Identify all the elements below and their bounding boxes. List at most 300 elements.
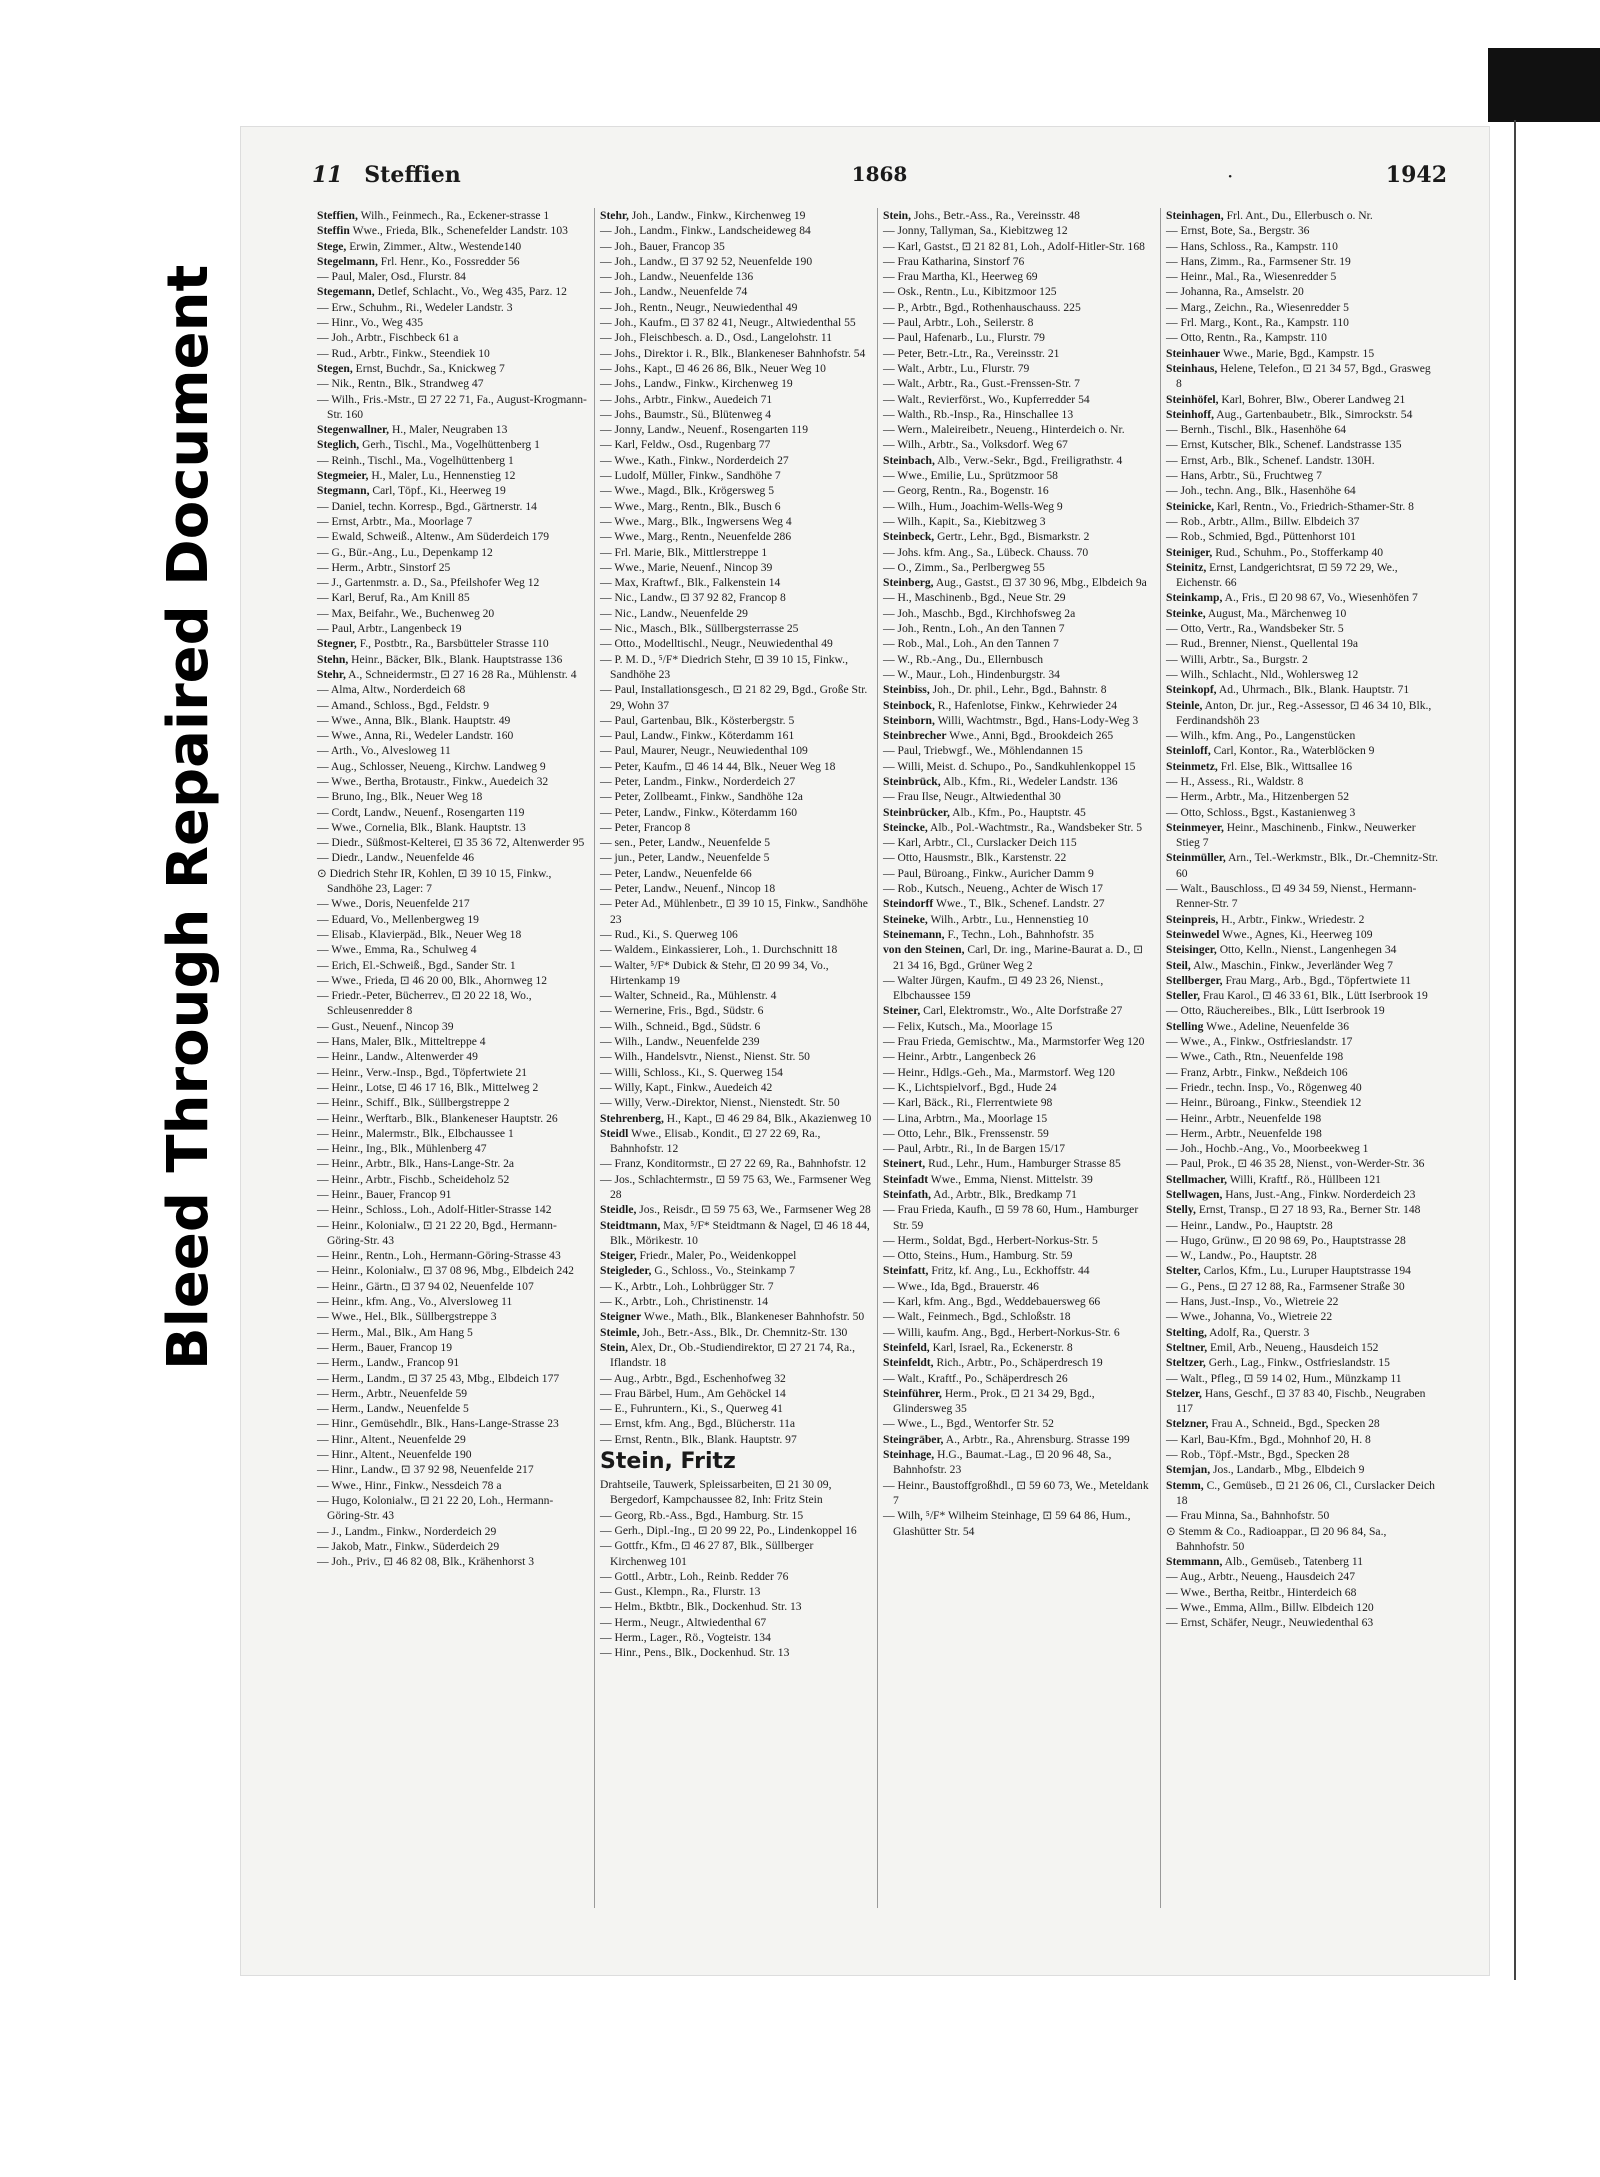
entry-details: — Willi, Meist. d. Schupo., Po., Sandkuhlenkoppel 15	[883, 759, 1136, 773]
entry-details: Aug., Gastst., ⊡ 37 30 96, Mbg., Elbdeich 9a	[935, 576, 1147, 590]
entry-details: — Johanna, Ra., Amselstr. 20	[1166, 285, 1304, 299]
entry-details: — Heinr., Gärtn., ⊡ 37 94 02, Neuenfelde 107	[317, 1279, 534, 1293]
directory-entry	[1166, 698, 1439, 729]
entry-details: — Heinr., Verw.-Insp., Bgd., Töpfertwiete 21	[317, 1065, 528, 1079]
directory-entry	[1166, 912, 1439, 927]
entry-details: — Peter, Landw., Neuenf., Nincop 18	[600, 882, 776, 896]
directory-entry	[317, 1447, 589, 1462]
entry-details: — Rob., Mal., Loh., An den Tannen 7	[883, 637, 1059, 651]
directory-entry	[317, 1325, 589, 1340]
entry-surname: Steinhauer	[1166, 346, 1221, 360]
entry-details: — O., Zimm., Sa., Perlbergweg 55	[883, 560, 1045, 574]
entry-surname: Stegelmann,	[317, 254, 378, 268]
directory-entry	[600, 575, 872, 590]
entry-details: H., Kapt., ⊡ 46 29 84, Blk., Akazienweg 10	[666, 1111, 872, 1125]
directory-entry	[317, 1416, 589, 1431]
entry-details: Rud., Lehr., Hum., Hamburger Strasse 85	[928, 1157, 1121, 1171]
directory-entry	[600, 361, 872, 376]
directory-entry	[1166, 1615, 1439, 1630]
directory-entry	[600, 896, 872, 927]
directory-entry	[317, 652, 589, 667]
entry-details: — Wwe., Emma, Allm., Billw. Elbdeich 120	[1166, 1601, 1374, 1615]
directory-entry	[600, 621, 872, 636]
directory-entry	[317, 1172, 589, 1187]
entry-details: Fritz, kf. Ang., Lu., Eckhoffstr. 44	[931, 1264, 1090, 1278]
directory-entry	[317, 1401, 589, 1416]
directory-entry	[600, 682, 872, 713]
entry-details: — Marg., Zeichn., Ra., Wiesenredder 5	[1166, 300, 1349, 314]
directory-entry	[600, 1340, 872, 1371]
directory-entry	[317, 483, 589, 498]
entry-details: — Franz, Konditormstr., ⊡ 27 22 69, Ra., Bahnhofstr. 12	[600, 1157, 867, 1171]
entry-surname: Stelting,	[1166, 1325, 1207, 1339]
entry-surname: Steinfath,	[883, 1188, 931, 1201]
directory-entry	[317, 774, 589, 789]
directory-entry	[600, 1538, 872, 1569]
entry-details: Erwin, Zimmer., Altw., Westende140	[349, 239, 522, 253]
directory-entry	[1166, 1325, 1439, 1340]
directory-entry	[1166, 1065, 1439, 1080]
directory-entry	[317, 912, 589, 927]
entry-details: — Ernst, Bote, Sa., Bergstr. 36	[1166, 224, 1310, 238]
entry-surname: Steinbach,	[883, 453, 935, 467]
directory-entry	[317, 835, 589, 850]
entry-details: ⊙ Stemm & Co., Radioappar., ⊡ 20 96 84, Sa., Bahnhofstr. 50	[1166, 1524, 1387, 1553]
directory-entry	[1166, 1034, 1439, 1049]
entry-surname: Stegner,	[317, 637, 357, 651]
directory-entry	[883, 1432, 1155, 1447]
entry-details: — Frau Martha, Kl., Heerweg 69	[883, 270, 1038, 284]
directory-entry	[600, 1049, 872, 1064]
directory-entry	[600, 759, 872, 774]
entry-details: — Peter, Betr.-Ltr., Ra., Vereinsstr. 21	[883, 346, 1060, 360]
entry-details: — Karl, Gastst., ⊡ 21 82 81, Loh., Adolf-Hitler-Str. 168	[883, 239, 1145, 253]
entry-surname: Steinbiss,	[883, 683, 930, 697]
scan-edge-shadow	[1488, 48, 1600, 122]
entry-details: — Ernst, kfm. Ang., Bgd., Blücherstr. 11a	[600, 1417, 796, 1431]
entry-details: Frau A., Schneid., Bgd., Specken 28	[1211, 1417, 1380, 1431]
entry-details: — Rud., Brenner, Nienst., Quellental 19a	[1166, 637, 1359, 651]
directory-entry	[883, 1065, 1155, 1080]
entry-details: — Wwe., Marg., Rentn., Neuenfelde 286	[600, 530, 792, 544]
entry-details: — Wwe., Frieda, ⊡ 46 20 00, Blk., Ahornweg 12	[317, 973, 548, 987]
entry-details: — Ludolf, Müller, Finkw., Sandhöhe 7	[600, 469, 781, 483]
directory-entry	[1166, 468, 1439, 483]
directory-entry	[317, 988, 589, 1019]
directory-entry	[317, 1279, 589, 1294]
entry-surname: Steiner,	[883, 1004, 921, 1018]
entry-details: — Jos., Schlachtermstr., ⊡ 59 75 63, We., Farmsener Weg 28	[600, 1172, 871, 1201]
entry-details: Wwe., Emma, Nienst. Mittelstr. 39	[930, 1172, 1093, 1186]
entry-details: Wwe., Agnes, Ki., Heerweg 109	[1222, 927, 1373, 941]
entry-details: — Wwe., Anna, Blk., Blank. Hauptstr. 49	[317, 713, 511, 727]
directory-entry	[317, 514, 589, 529]
directory-entry	[1166, 392, 1439, 407]
entry-surname: Steineke,	[883, 912, 928, 926]
entry-details: — Heinr., Ing., Blk., Mühlenberg 47	[317, 1142, 487, 1156]
directory-entry	[600, 1569, 872, 1584]
directory-entry	[600, 1477, 872, 1508]
directory-entry	[883, 361, 1155, 376]
entry-details: — Karl, Arbtr., Cl., Curslacker Deich 115	[883, 836, 1077, 850]
entry-details: — Nic., Landw., Neuenfelde 29	[600, 606, 748, 620]
entry-details: — Paul, Prok., ⊡ 46 35 28, Nienst., von-Werder-Str. 36	[1166, 1157, 1425, 1171]
directory-entry	[883, 1019, 1155, 1034]
entry-surname: Stelling	[1166, 1019, 1204, 1033]
entry-surname: Stellmacher,	[1166, 1172, 1228, 1186]
directory-entry	[1166, 636, 1439, 651]
entry-details: F., Techn., Loh., Bahnhofstr. 35	[947, 927, 1094, 941]
directory-entry	[883, 942, 1155, 973]
directory-entry	[600, 1615, 872, 1630]
entry-details: — Frau Minna, Sa., Bahnhofstr. 50	[1166, 1509, 1330, 1523]
entry-details: — Heinr., Schloss., Loh., Adolf-Hitler-Strasse 142	[317, 1203, 552, 1217]
entry-details: — Karl, kfm. Ang., Bgd., Weddebauersweg 66	[883, 1295, 1101, 1309]
entry-details: — Max, Kraftwf., Blk., Falkenstein 14	[600, 576, 781, 590]
directory-entry	[883, 376, 1155, 391]
entry-details: — W., Landw., Po., Hauptstr. 28	[1166, 1249, 1317, 1263]
entry-surname: Stegenwallner,	[317, 423, 390, 437]
directory-entry	[883, 774, 1155, 789]
directory-entry	[883, 1187, 1155, 1202]
entry-details: — Rob., Schmied, Bgd., Püttenhorst 101	[1166, 530, 1357, 544]
directory-entry	[883, 437, 1155, 452]
entry-details: — Herm., Soldat, Bgd., Herbert-Norkus-Str. 5	[883, 1233, 1098, 1247]
directory-entry	[317, 1111, 589, 1126]
entry-details: — Hans, Arbtr., Sü., Fruchtweg 7	[1166, 469, 1322, 483]
entry-details: — Ewald, Schweiß., Altenw., Am Süderdeich 179	[317, 530, 550, 544]
entry-details: — Wilh., Schlacht., Nld., Wohlersweg 12	[1166, 667, 1359, 681]
directory-entry	[1166, 1141, 1439, 1156]
directory-entry	[317, 606, 589, 621]
directory-entry	[600, 1156, 872, 1171]
directory-entry	[600, 743, 872, 758]
entry-details: Wwe., Anni, Bgd., Brookdeich 265	[949, 729, 1114, 743]
directory-entry	[317, 1309, 589, 1324]
directory-entry	[883, 896, 1155, 911]
directory-entry	[600, 1371, 872, 1386]
directory-entry	[317, 805, 589, 820]
directory-page	[240, 126, 1490, 1976]
entry-details: — Waldem., Einkassierer, Loh., 1. Durchschnitt 18	[600, 943, 838, 957]
directory-entry	[883, 545, 1155, 560]
directory-entry	[883, 1156, 1155, 1171]
entry-details: Heinr., Bäcker, Blk., Blank. Hauptstrasse 136	[351, 652, 563, 666]
entry-details: — Rob., Kutsch., Neueng., Achter de Wisch 17	[883, 882, 1103, 896]
entry-details: — P. M. D., ⁵/F* Diedrich Stehr, ⊡ 39 10 15, Finkw., Sandhöhe 23	[600, 652, 848, 681]
entry-details: — Wwe., Emilie, Lu., Sprützmoor 58	[883, 469, 1058, 483]
entry-details: Karl, Israel, Ra., Eckenerstr. 8	[932, 1340, 1073, 1354]
entry-details: — Paul, Arbtr., Langenbeck 19	[317, 622, 462, 636]
directory-entry	[317, 698, 589, 713]
entry-details: — Walter, ⁵/F* Dubick & Stehr, ⊡ 20 99 34, Vo., Hirtenkamp 19	[600, 958, 829, 987]
entry-details: Jos., Landarb., Mbg., Elbdeich 9	[1213, 1463, 1365, 1477]
entry-details: — Otto, Rentn., Ra., Kampstr. 110	[1166, 331, 1327, 345]
directory-entry	[883, 269, 1155, 284]
directory-entry	[317, 1218, 589, 1249]
directory-entry	[1166, 881, 1439, 912]
entry-surname: Steinwedel	[1166, 927, 1220, 941]
directory-entry	[883, 850, 1155, 865]
directory-entry	[1166, 667, 1439, 682]
entry-details: — Wilh., Kapit., Sa., Kiebitzweg 3	[883, 514, 1046, 528]
entry-details: — Friedr.-Peter, Bücherrev., ⊡ 20 22 18, Wo., Schleusenredder 8	[317, 989, 532, 1018]
entry-details: — Wilh., Landw., Neuenfelde 239	[600, 1035, 760, 1049]
entry-details: Drahtseile, Tauwerk, Spleissarbeiten, ⊡ 21 30 09, Bergedorf, Kampchaussee 82, Inh: Fritz Stein	[600, 1478, 832, 1507]
entry-details: — Frl. Marie, Blk., Mittlerstreppe 1	[600, 545, 768, 559]
directory-entry	[1166, 728, 1439, 743]
entry-details: — Wilh., Hum., Joachim-Wells-Weg 9	[883, 499, 1063, 513]
entry-details: Carl, Kontor., Ra., Waterblöcken 9	[1213, 744, 1375, 758]
directory-entry	[883, 1233, 1155, 1248]
directory-entry	[883, 667, 1155, 682]
entry-details: — Wilh., Arbtr., Sa., Volksdorf. Weg 67	[883, 438, 1068, 452]
entry-details: — Herm., Arbtr., Neuenfelde 59	[317, 1386, 468, 1400]
directory-entry	[600, 789, 872, 804]
entry-details: — Gottl., Arbtr., Loh., Reinb. Redder 76	[600, 1569, 789, 1583]
entry-details: — Heinr., Lotse, ⊡ 46 17 16, Blk., Mittelweg 2	[317, 1080, 539, 1094]
directory-entry	[1166, 1019, 1439, 1034]
entry-surname: Steinbrück,	[883, 774, 941, 788]
entry-surname: Steinfeld,	[883, 1340, 930, 1354]
entry-details: — Heinr., Arbtr., Neuenfelde 198	[1166, 1111, 1322, 1125]
directory-entry	[600, 1003, 872, 1018]
directory-entry	[600, 1202, 872, 1217]
entry-details: — Otto, Vertr., Ra., Wandsbeker Str. 5	[1166, 622, 1344, 636]
display-name: Stein, Fritz	[600, 1449, 736, 1475]
directory-entry	[317, 392, 589, 423]
entry-surname: Stein,	[600, 1340, 629, 1354]
entry-details: — Heinr., Büroang., Finkw., Steendiek 12	[1166, 1096, 1362, 1110]
entry-details: — Diedr., Süßmost-Kelterei, ⊡ 35 36 72, Altenwerder 95	[317, 836, 585, 850]
directory-entry	[1166, 590, 1439, 605]
directory-entry	[317, 682, 589, 697]
entry-details: Frau Karol., ⊡ 46 33 61, Blk., Lütt Iserbrook 19	[1202, 989, 1428, 1003]
entry-details: — Jonny, Tallyman, Sa., Kiebitzweg 12	[883, 224, 1068, 238]
entry-details: — Johs., Landw., Finkw., Kirchenweg 19	[600, 377, 793, 391]
entry-details: — Reinh., Tischl., Ma., Vogelhüttenberg 1	[317, 453, 514, 467]
entry-details: — Willi, Arbtr., Sa., Burgstr. 2	[1166, 652, 1308, 666]
directory-entry	[1166, 682, 1439, 697]
entry-details: — Heinr., Arbtr., Fischb., Scheideholz 52	[317, 1172, 510, 1186]
entry-details: Rich., Arbtr., Po., Schäperdresch 19	[936, 1356, 1103, 1370]
directory-entry	[1166, 1263, 1439, 1278]
directory-entry	[317, 1080, 589, 1095]
directory-entry	[1166, 1524, 1439, 1555]
entry-details: — Heinr., Arbtr., Blk., Hans-Lange-Str. 2a	[317, 1157, 515, 1171]
entry-details: — Joh., Priv., ⊡ 46 82 08, Blk., Krähenhorst 3	[317, 1555, 534, 1569]
entry-details: — Peter, Zollbeamt., Finkw., Sandhöhe 12a	[600, 790, 803, 804]
entry-details: Alw., Maschin., Finkw., Jeverländer Weg 7	[1193, 958, 1393, 972]
directory-entry	[600, 514, 872, 529]
directory-entry	[883, 759, 1155, 774]
directory-entry	[883, 1279, 1155, 1294]
directory-entry	[883, 835, 1155, 850]
entry-details: — G., Bür.-Ang., Lu., Depenkamp 12	[317, 545, 493, 559]
entry-details: — Heinr., Kolonialw., ⊡ 37 08 96, Mbg., Elbdeich 242	[317, 1264, 574, 1278]
entry-surname: Steffin	[317, 224, 350, 238]
entry-surname: Steinbock,	[883, 698, 935, 712]
directory-entry	[883, 284, 1155, 299]
directory-entry	[600, 1294, 872, 1309]
entry-details: — Gust., Klempn., Ra., Flurstr. 13	[600, 1585, 761, 1599]
directory-entry	[317, 713, 589, 728]
entry-details: A., Arbtr., Ra., Ahrensburg. Strasse 199	[945, 1432, 1130, 1446]
directory-entry	[1166, 1447, 1439, 1462]
entry-surname: Stein,	[883, 209, 912, 222]
entry-surname: Steinhöfel,	[1166, 392, 1219, 406]
directory-entry	[317, 545, 589, 560]
directory-entry	[317, 1493, 589, 1524]
directory-entry	[317, 1294, 589, 1309]
entry-details: — Wwe., A., Finkw., Ostfrieslandstr. 17	[1166, 1035, 1353, 1049]
entry-details: Herm., Prok., ⊡ 21 34 29, Bgd., Glindersweg 35	[893, 1386, 1095, 1416]
directory-entry	[883, 575, 1155, 590]
directory-entry	[883, 208, 1155, 223]
entry-details: — Herm., Mal., Blk., Am Hang 5	[317, 1325, 473, 1339]
directory-entry	[883, 1111, 1155, 1126]
entry-details: — Herm., Landm., ⊡ 37 25 43, Mbg., Elbdeich 177	[317, 1371, 560, 1385]
entry-details: — Frl. Marg., Kont., Ra., Kampstr. 110	[1166, 316, 1349, 330]
entry-surname: Stegen,	[317, 361, 353, 375]
entry-details: — Peter, Francop 8	[600, 820, 691, 834]
section-number: 11	[312, 162, 343, 188]
entry-details: — Hugo, Kolonialw., ⊡ 21 22 20, Loh., Hermann-Göring-Str. 43	[317, 1493, 554, 1523]
entry-details: Friedr., Maler, Po., Weidenkoppel	[639, 1249, 797, 1263]
entry-details: — Walt., Kraftf., Po., Schäperdresch 26	[883, 1371, 1068, 1385]
directory-entry	[317, 1049, 589, 1064]
directory-entry	[883, 606, 1155, 621]
entry-details: — Wilh., Fris.-Mstr., ⊡ 27 22 71, Fa., August-Krogmann-Str. 160	[317, 392, 587, 421]
directory-entry	[317, 1263, 589, 1278]
entry-surname: Steinborn,	[883, 713, 935, 727]
directory-entry	[317, 1187, 589, 1202]
entry-surname: Steinbeck,	[883, 530, 935, 544]
entry-surname: Steinle,	[1166, 698, 1203, 712]
entry-details: Hans, Just.-Ang., Finkw. Norderdeich 23	[1225, 1188, 1416, 1201]
entry-details: Alb., Gemüseb., Tatenberg 11	[1224, 1555, 1364, 1569]
directory-entry	[1166, 1156, 1439, 1171]
entry-details: Arn., Tel.-Werkmstr., Blk., Dr.-Chemnitz-Str. 60	[1176, 851, 1438, 880]
directory-entry	[1166, 560, 1439, 591]
entry-details: — Otto, Schloss., Bgst., Kastanienweg 3	[1166, 805, 1356, 819]
directory-entry	[1166, 284, 1439, 299]
directory-entry	[317, 1141, 589, 1156]
directory-entry	[600, 1019, 872, 1034]
directory-entry	[600, 468, 872, 483]
directory-entry	[317, 575, 589, 590]
directory-entry	[600, 1584, 872, 1599]
directory-entry	[600, 942, 872, 957]
entry-surname: Steffien,	[317, 209, 358, 222]
entry-surname: Stelly,	[1166, 1203, 1196, 1217]
directory-entry	[317, 1355, 589, 1370]
directory-entry	[600, 330, 872, 345]
directory-entry	[317, 499, 589, 514]
directory-entry	[600, 606, 872, 621]
entry-details: — Alma, Altw., Norderdeich 68	[317, 683, 466, 697]
entry-details: — Heinr., Hdlgs.-Geh., Ma., Marmstorf. Weg 120	[883, 1065, 1115, 1079]
directory-entry	[1166, 1294, 1439, 1309]
directory-entry	[1166, 1187, 1439, 1202]
entry-details: R., Hafenlotse, Finkw., Kehrwieder 24	[937, 698, 1118, 712]
entry-surname: Steisinger,	[1166, 943, 1217, 957]
directory-entry	[883, 1034, 1155, 1049]
entry-details: — Joh., Hochb.-Ang., Vo., Moorbeekweg 1	[1166, 1142, 1369, 1156]
entry-details: — Karl, Bau-Kfm., Bgd., Mohnhof 20, H. 8	[1166, 1432, 1371, 1446]
directory-entry	[317, 942, 589, 957]
entry-details: — Diedr., Landw., Neuenfelde 46	[317, 851, 475, 865]
entry-details: — Johs., Direktor i. R., Blk., Blankeneser Bahnhofstr. 54	[600, 346, 866, 360]
entry-details: — Gottfr., Kfm., ⊡ 46 27 87, Blk., Süllberger Kirchenweg 101	[600, 1539, 814, 1568]
directory-entry	[883, 1141, 1155, 1156]
entry-details: — Elisab., Klavierpäd., Blk., Neuer Weg 18	[317, 927, 522, 941]
directory-entry	[1166, 1508, 1439, 1523]
directory-entry	[600, 713, 872, 728]
entry-surname: Steglich,	[317, 438, 360, 452]
entry-details: H., Maler, Lu., Hennenstieg 12	[371, 469, 516, 483]
entry-details: — Aug., Arbtr., Neueng., Hausdeich 247	[1166, 1570, 1356, 1584]
directory-entry	[883, 529, 1155, 544]
directory-entry	[317, 1371, 589, 1386]
directory-entry	[1166, 789, 1439, 804]
entry-details: — Joh., Landw., ⊡ 37 92 52, Neuenfelde 190	[600, 254, 813, 268]
entry-surname: Stegemann,	[317, 285, 375, 299]
entry-details: Gertr., Lehr., Bgd., Bismarkstr. 2	[937, 530, 1090, 544]
entry-details: — Johs. kfm. Ang., Sa., Lübeck. Chauss. 70	[883, 545, 1089, 559]
directory-entry	[1166, 1126, 1439, 1141]
entry-surname: Steinhage,	[883, 1448, 935, 1462]
directory-entry	[883, 743, 1155, 758]
entry-details: — Nic., Landw., ⊡ 37 92 82, Francop 8	[600, 591, 786, 605]
directory-entry	[317, 667, 589, 682]
entry-surname: Steinführer,	[883, 1386, 942, 1400]
directory-entry	[883, 698, 1155, 713]
directory-entry	[600, 866, 872, 881]
directory-entry	[1166, 759, 1439, 774]
directory-entry	[317, 1386, 589, 1401]
entry-details: G., Schloss., Vo., Steinkamp 7	[654, 1264, 795, 1278]
entry-details: — jun., Peter, Landw., Neuenfelde 5	[600, 851, 770, 865]
entry-details: — Herm., Landw., Francop 91	[317, 1356, 460, 1370]
column-3	[878, 208, 1161, 1908]
directory-entry	[883, 499, 1155, 514]
entry-details: — Wwe., Marg., Rentn., Blk., Busch 6	[600, 499, 781, 513]
directory-entry	[317, 850, 589, 865]
entry-details: — Karl, Bäck., Ri., Flerrentwiete 98	[883, 1096, 1053, 1110]
directory-entry	[1166, 529, 1439, 544]
entry-details: Hans, Geschf., ⊡ 37 83 40, Fischb., Neugraben 117	[1176, 1386, 1426, 1416]
directory-entry	[600, 239, 872, 254]
directory-entry	[600, 1263, 872, 1278]
entry-details: — Hinr., Gemüsehdlr., Blk., Hans-Lange-Strasse 23	[317, 1417, 559, 1431]
directory-entry	[600, 820, 872, 835]
directory-entry	[317, 269, 589, 284]
directory-entry	[883, 1478, 1155, 1509]
entry-details: — Rud., Ki., S. Querweg 106	[600, 927, 738, 941]
entry-details: Gerh., Lag., Finkw., Ostfrieslandstr. 15	[1208, 1356, 1390, 1370]
directory-entry	[1166, 545, 1439, 560]
entry-details: — Ernst, Rentn., Blk., Blank. Hauptstr. 97	[600, 1432, 797, 1446]
entry-details: — Arth., Vo., Alvesloweg 11	[317, 744, 451, 758]
directory-entry	[600, 1126, 872, 1157]
directory-entry	[600, 1080, 872, 1095]
directory-entry	[600, 636, 872, 651]
directory-entry	[1166, 437, 1439, 452]
entry-details: H., Arbtr., Finkw., Wriedestr. 2	[1221, 912, 1365, 926]
entry-details: Carl, Elektromstr., Wo., Alte Dorfstraße 27	[923, 1004, 1123, 1018]
directory-entry	[600, 1325, 872, 1340]
